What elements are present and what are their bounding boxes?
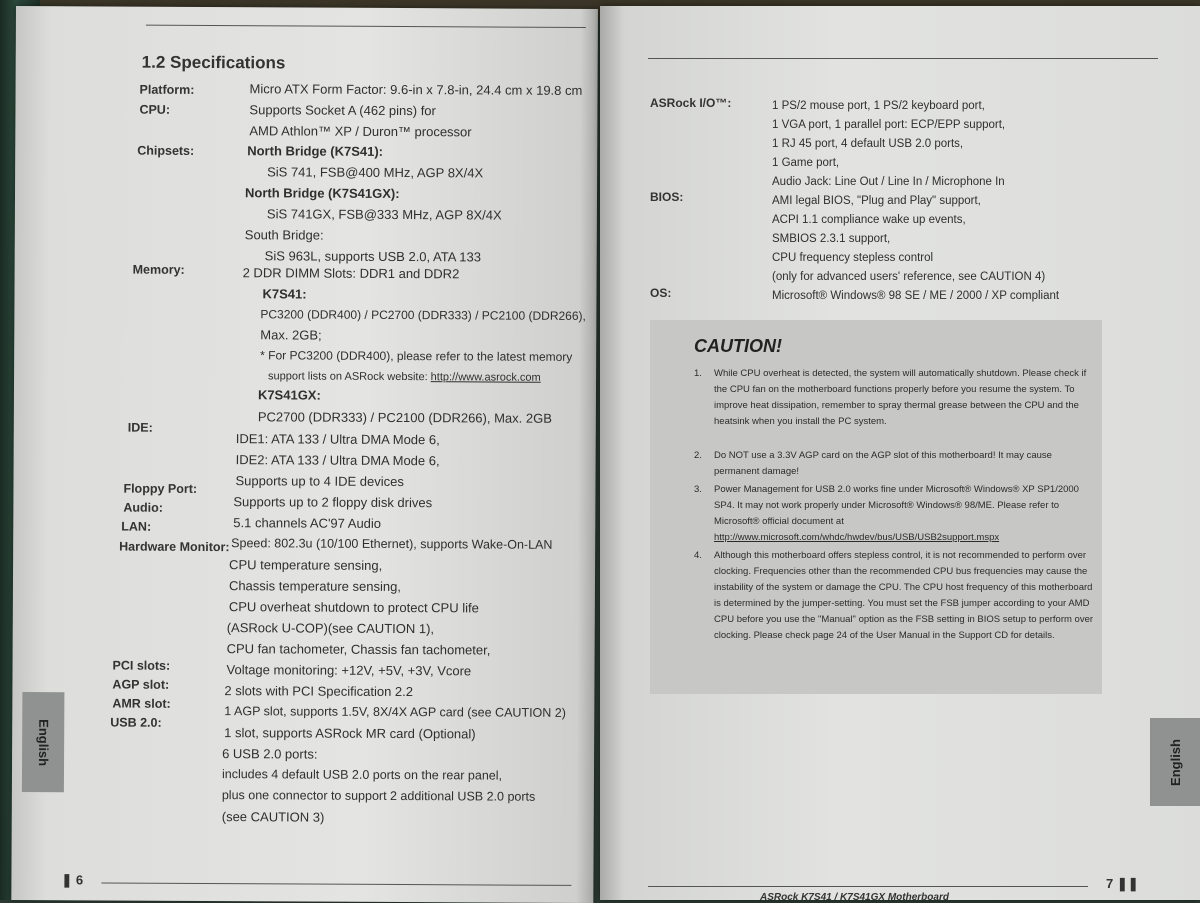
spec-value: AMD Athlon™ XP / Duron™ processor <box>249 123 472 140</box>
spec-value: CPU temperature sensing, <box>229 557 383 573</box>
spec-value: AMI legal BIOS, "Plug and Play" support, <box>772 195 981 207</box>
spec-value: SiS 741GX, FSB@333 MHz, AGP 8X/4X <box>266 206 502 223</box>
spec-value: K7S41: <box>262 286 307 302</box>
spec-value: K7S41GX: <box>257 387 321 403</box>
microsoft-link[interactable]: http://www.microsoft.com/whdc/hwdev/bus/USB/USB2support.mspx <box>714 532 1000 543</box>
spec-value: 1 VGA port, 1 parallel port: ECP/EPP support, <box>772 119 1006 131</box>
spec-value: North Bridge (K7S41): <box>247 143 384 159</box>
spec-label-pci: PCI slots: <box>112 658 171 673</box>
spec-label-bios: BIOS: <box>650 190 684 204</box>
caution-box <box>650 320 1102 694</box>
caution-title: CAUTION! <box>694 336 782 356</box>
spec-value: Microsoft® Windows® 98 SE / ME / 2000 / XP compliant <box>772 290 1060 302</box>
spec-label-memory: Memory: <box>132 262 185 277</box>
spec-label-ide: IDE: <box>127 420 153 435</box>
spec-value: Supports up to 4 IDE devices <box>235 473 404 490</box>
spec-label-lan: LAN: <box>121 519 152 534</box>
spec-value: Voltage monitoring: +12V, +5V, +3V, Vcore <box>226 662 472 679</box>
spec-value: 1 AGP slot, supports 1.5V, 8X/4X AGP card (see CAUTION 2) <box>224 704 566 720</box>
caution-item: 4. Although this motherboard offers stepless control, it is not recommended to perform over clocking. Frequencies other than the recommended CPU bus frequencies may cause the instability of the system or damage the CPU. The CPU host frequency of this motherboard is determined by the jumper-setting. You must set the FSB jumper according to your AMD CPU before you use the "Manual" option as the FSB setting in BIOS setup to perform over clocking. Please check page 24 of the User Manual in the Support CD for details. <box>694 550 1094 641</box>
spec-label-platform: Platform: <box>139 82 195 97</box>
spec-value: CPU overheat shutdown to protect CPU life <box>228 599 479 616</box>
spec-value: 1 RJ 45 port, 4 default USB 2.0 ports, <box>772 138 964 150</box>
page-number: 7 ❚❚ <box>1106 876 1139 891</box>
footer-rule <box>101 882 571 885</box>
spec-value: 1 slot, supports ASRock MR card (Optional) <box>224 725 476 742</box>
spec-value: Audio Jack: Line Out / Line In / Microphone In <box>772 176 1005 188</box>
spec-value: (ASRock U-COP)(see CAUTION 1), <box>226 620 435 637</box>
spec-label-os: OS: <box>650 286 672 300</box>
page-number: ❚ 6 <box>61 872 84 888</box>
spec-value: Speed: 802.3u (10/100 Ethernet), supports Wake-On-LAN <box>231 536 553 552</box>
spec-value: SMBIOS 2.3.1 support, <box>772 233 891 245</box>
footer-rule <box>648 886 1088 887</box>
spec-value: 1 PS/2 mouse port, 1 PS/2 keyboard port, <box>772 100 985 112</box>
spec-value: Supports up to 2 floppy disk drives <box>233 494 433 511</box>
spec-value: Micro ATX Form Factor: 9.6-in x 7.8-in, 24.4 cm x 19.8 cm <box>249 81 583 98</box>
spec-value: Max. 2GB; <box>260 327 322 343</box>
spec-value: * For PC3200 (DDR400), please refer to the latest memory <box>260 348 573 364</box>
spec-value: includes 4 default USB 2.0 ports on the rear panel, <box>221 767 503 783</box>
spec-value: SiS 963L, supports USB 2.0, ATA 133 <box>264 248 482 265</box>
header-rule <box>648 58 1158 59</box>
spec-label-amr: AMR slot: <box>112 696 171 711</box>
spec-value: Chassis temperature sensing, <box>228 578 401 595</box>
spec-value: support lists on ASRock website: http://www.asrock.com <box>268 370 541 384</box>
spec-label-agp: AGP slot: <box>112 677 170 692</box>
section-title: 1.2 Specifications <box>141 52 286 73</box>
caution-item: 2. Do NOT use a 3.3V AGP card on the AGP slot of this motherboard! It may cause permanent damage! <box>694 450 1052 477</box>
spec-label-floppy: Floppy Port: <box>123 481 198 496</box>
spec-value: North Bridge (K7S41GX): <box>244 185 400 202</box>
spec-value: South Bridge: <box>244 227 324 243</box>
spec-value: Supports Socket A (462 pins) for <box>249 102 436 119</box>
caution-item: 3. Power Management for USB 2.0 works fine under Microsoft® Windows® XP SP1/2000 SP4. It may not work properly under Microsoft® Windows® 98/ME. Please refer to Microsoft® official document at http://www.microsoft.com/whdc/hwdev/bus/USB/USB2support.mspx <box>694 484 1079 543</box>
right-page <box>600 6 1200 903</box>
spec-value: (see CAUTION 3) <box>221 809 325 825</box>
spec-label-usb: USB 2.0: <box>110 715 162 730</box>
spec-value: plus one connector to support 2 additional USB 2.0 ports <box>221 788 536 804</box>
footer-title: ASRock K7S41 / K7S41GX Motherboard <box>760 892 949 903</box>
asrock-link[interactable]: http://www.asrock.com <box>430 371 541 384</box>
spec-value: CPU fan tachometer, Chassis fan tachometer, <box>226 641 491 658</box>
spec-value: 1 Game port, <box>772 157 840 169</box>
header-rule <box>146 25 586 28</box>
spec-label-chipsets: Chipsets: <box>137 143 195 158</box>
spec-value: 2 DDR DIMM Slots: DDR1 and DDR2 <box>242 265 460 282</box>
spec-value: PC3200 (DDR400) / PC2700 (DDR333) / PC2100 (DDR266), <box>260 307 586 323</box>
spec-value: CPU frequency stepless control <box>772 252 934 264</box>
spec-value: SiS 741, FSB@400 MHz, AGP 8X/4X <box>267 164 484 181</box>
spec-label-io: ASRock I/O™: <box>650 96 732 110</box>
spec-value: PC2700 (DDR333) / PC2100 (DDR266), Max. 2GB <box>257 409 552 426</box>
caution-item: 1. While CPU overheat is detected, the system will automatically shutdown. Please check if the CPU fan on the motherboard functions properly before you resume the system. To improve heat dissipation, remember to spray thermal grease between the CPU and the heatsink when you install the PC system. <box>694 368 1087 427</box>
language-tab: English <box>1150 718 1200 806</box>
spec-value: IDE1: ATA 133 / Ultra DMA Mode 6, <box>235 431 440 448</box>
spec-label-audio: Audio: <box>123 500 163 515</box>
spec-value: IDE2: ATA 133 / Ultra DMA Mode 6, <box>235 452 440 469</box>
spec-label-cpu: CPU: <box>139 102 171 117</box>
spec-value: (only for advanced users' reference, see CAUTION 4) <box>772 271 1046 283</box>
spec-label-hardware-monitor: Hardware Monitor: <box>119 539 230 555</box>
language-tab: English <box>22 692 65 792</box>
spec-value: 5.1 channels AC'97 Audio <box>233 515 382 531</box>
spec-value: 6 USB 2.0 ports: <box>222 746 318 762</box>
left-page <box>11 6 598 903</box>
spec-value: ACPI 1.1 compliance wake up events, <box>772 214 966 226</box>
spec-value: 2 slots with PCI Specification 2.2 <box>224 683 414 700</box>
